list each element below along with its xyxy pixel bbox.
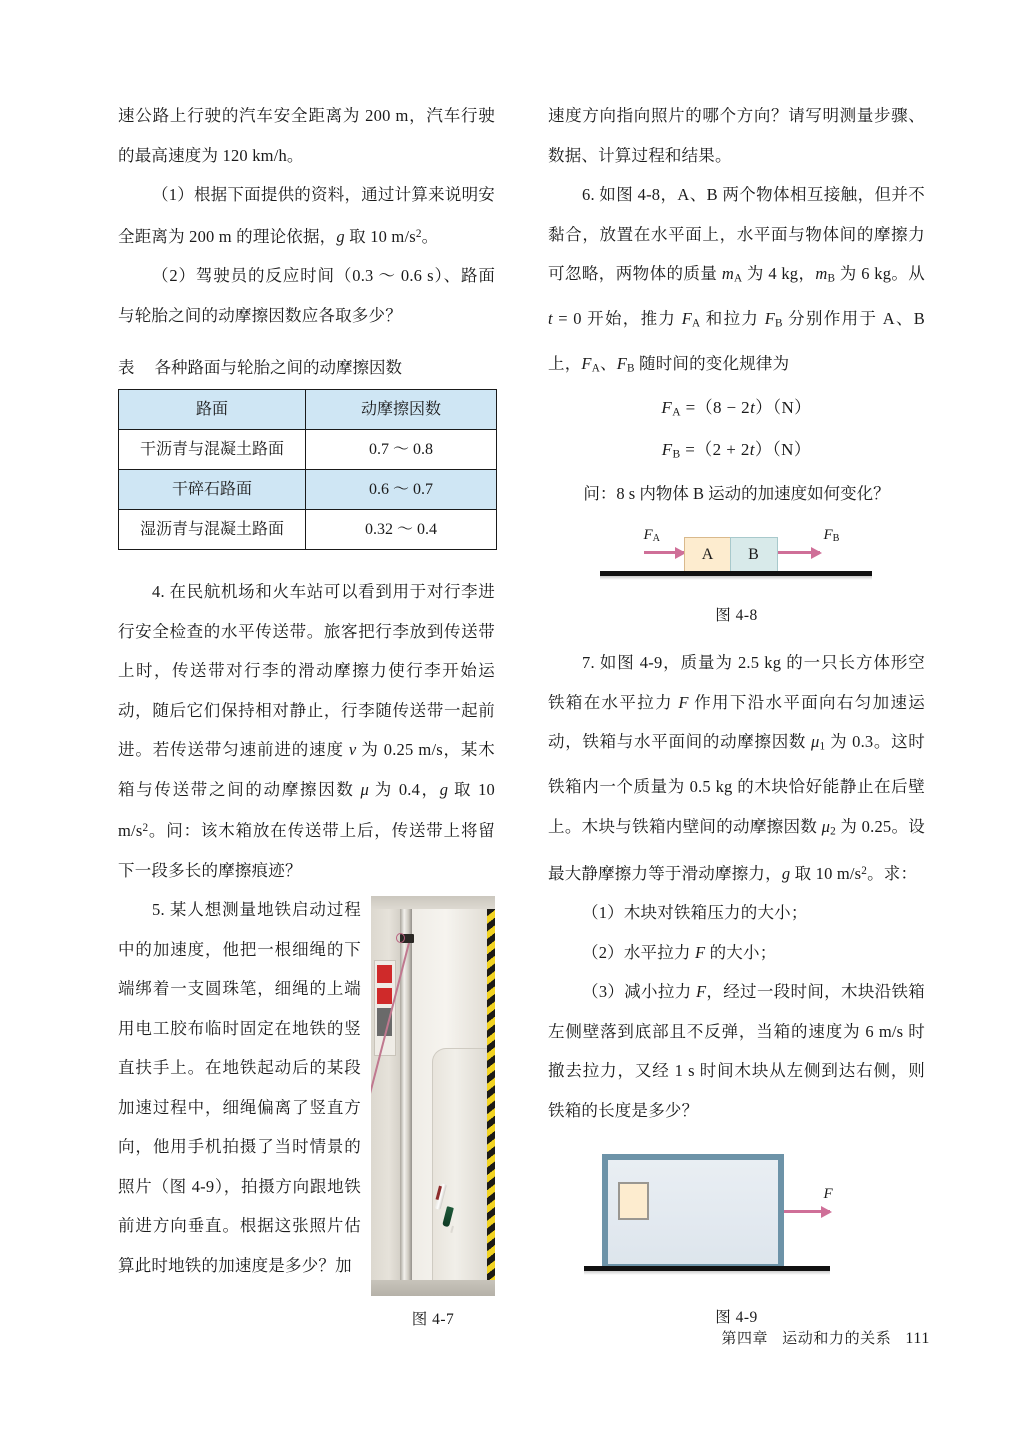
table-cell-coefficient: 0.32 ～ 0.4 xyxy=(306,510,497,550)
figure-4-8-arrow-left xyxy=(644,551,684,554)
figure-4-9 xyxy=(572,1144,902,1299)
table-cell-surface: 干沥青与混凝土路面 xyxy=(119,430,306,470)
photo-hazard-stripe xyxy=(487,896,495,1296)
figure-4-8-caption: 图 4-8 xyxy=(715,607,758,625)
table-header-row xyxy=(119,390,497,430)
table-caption-label: 表 xyxy=(118,358,135,378)
table-row xyxy=(119,470,497,510)
paragraph-question-2: （2）驾驶员的反应时间（0.3 ～ 0.6 s）、路面与轮胎之间的动摩擦因数应各取多少？ xyxy=(118,266,496,325)
figure-4-8-block-b-label: B xyxy=(748,546,759,564)
page-number: 111 xyxy=(905,1330,930,1347)
footer-title: 运动和力的关系 xyxy=(782,1331,892,1347)
figure-4-8-label-fb: $F_B$ xyxy=(823,527,840,545)
table-header-surface: 路面 xyxy=(119,390,306,430)
footer-chapter: 第四章 xyxy=(721,1331,769,1347)
photo-ceiling-bar xyxy=(371,896,495,909)
paragraph-item-7: 7. 如图 4-9，质量为 2.5 kg 的一只长方体形空铁箱在水平拉力 F 作用下沿水平面向右匀加速运动，铁箱与水平面间的动摩擦因数 $\mu_1$ 为 0.3。这时铁箱内一个质量为 0.5 kg 的木块恰好能静止在后壁上。木块与铁箱内壁间的动摩擦因数 $\mu_2$ 为 0.25。设最大静摩擦力等于滑动摩擦力，g 取 10 $m/s^2$。求： xyxy=(548,653,926,883)
formula-force-a: $F_A =(8 - 2t)(N)$ xyxy=(661,397,812,419)
paragraph-item-7-q3: （3）减小拉力 F，经过一段时间，木块沿铁箱左侧壁落到底部且不反弹，当箱的速度为 6 m/s 时撤去拉力，又经 1 s 时间木块从左侧到达右侧，则铁箱的长度是多少？ xyxy=(548,982,926,1120)
left-column xyxy=(118,96,495,1329)
figure-4-9-force-arrow xyxy=(784,1210,830,1213)
table-row xyxy=(119,430,497,470)
paragraph-continued-right: 速度方向指向照片的哪个方向？请写明测量步骤、数据、计算过程和结果。 xyxy=(548,106,925,165)
paragraph-item-6: 6. 如图 4-8，A、B 两个物体相互接触，但并不黏合，放置在水平面上，水平面与物体间的摩擦力可忽略，两物体的质量 $m_A$ 为 4 kg，$m_B$ 为 6 kg。从 t = 0 开始，推力 $F_A$ 和拉力 $F_B$ 分别作用于 A、B 上，$F_A$、$F_B$ 随时间的变化规律为 xyxy=(548,185,926,375)
paragraph-continued-left: 速公路上行驶的汽车安全距离为 200 m，汽车行驶的最高速度为 120 km/h。 xyxy=(118,106,496,165)
figure-4-8-arrow-right xyxy=(776,551,820,554)
figure-4-8-block-a xyxy=(684,537,732,573)
paragraph-item-5: 5. 某人想测量地铁启动过程中的加速度，他把一根细绳的下端绑着一支圆珠笔，细绳的上端用电工胶布临时固定在地铁的竖直扶手上。在地铁起动后的某段加速过程中，细绳偏离了竖直方向，他用手机拍摄了当时情景的照片（图 4-9），拍摄方向跟地铁前进方向垂直。根据这张照片估算此时地铁的加速度是多少？加 xyxy=(118,900,361,1275)
paragraph-item-7-q2: （2）水平拉力 F 的大小； xyxy=(582,942,777,962)
figure-4-8-block-a-label: A xyxy=(701,546,714,564)
figure-4-7-caption: 图 4-7 xyxy=(411,1311,455,1329)
figure-4-9-label-f: F xyxy=(823,1186,833,1203)
table-cell-coefficient: 0.7 ～ 0.8 xyxy=(306,430,497,470)
figure-4-7 xyxy=(371,896,495,1329)
paragraph-item-4: 4. 在民航机场和火车站可以看到用于对行李进行安全检查的水平传送带。旅客把行李放到传送带上时，传送带对行李的滑动摩擦力使行李开始运动，随后它们保持相对静止，行李随传送带一起前进。若传送带匀速前进的速度 v 为 0.25 m/s，某木箱与传送带之间的动摩擦因数 μ 为 0.4，g 取 10 $m/s^2$。问：该木箱放在传送带上后，传送带上将留下一段多长的摩擦痕迹？ xyxy=(118,582,495,880)
table-header-coefficient: 动摩擦因数 xyxy=(306,390,497,430)
figure-4-8-label-fa: $F_A$ xyxy=(643,527,661,545)
table-caption xyxy=(118,351,495,385)
figure-4-8-block-b xyxy=(730,537,778,573)
paragraph-question-1: （1）根据下面提供的资料，通过计算来说明安全距离为 200 m 的理论依据，g 取 10 $m/s^2$。 xyxy=(118,185,495,246)
right-column xyxy=(548,96,925,1327)
figure-4-9-iron-box xyxy=(602,1154,784,1270)
table-cell-coefficient: 0.6 ～ 0.7 xyxy=(306,470,497,510)
photo-wall xyxy=(371,896,401,1296)
paragraph-item-7-q1: （1）木块对铁箱压力的大小； xyxy=(582,903,808,923)
table-row xyxy=(119,510,497,550)
subway-photo xyxy=(371,896,495,1296)
table-cell-surface: 干碎石路面 xyxy=(119,470,306,510)
page-footer xyxy=(0,1327,1020,1348)
figure-4-8-shadow xyxy=(600,576,872,580)
photo-door-notch xyxy=(432,1048,489,1296)
paragraph-item-6-question: 问：8 s 内物体 B 运动的加速度如何变化？ xyxy=(583,483,890,503)
figure-4-9-wood-block xyxy=(618,1182,649,1220)
formula-force-b: $F_B =(2 + 2t)(N)$ xyxy=(661,440,812,461)
figure-4-9-caption: 图 4-9 xyxy=(715,1309,758,1327)
photo-floor xyxy=(371,1280,495,1296)
table-cell-surface: 湿沥青与混凝土路面 xyxy=(119,510,306,550)
figure-4-8 xyxy=(592,523,882,593)
figure-4-9-shadow xyxy=(584,1271,830,1275)
table-caption-text: 各种路面与轮胎之间的动摩擦因数 xyxy=(154,358,402,378)
friction-coefficient-table xyxy=(118,389,497,550)
